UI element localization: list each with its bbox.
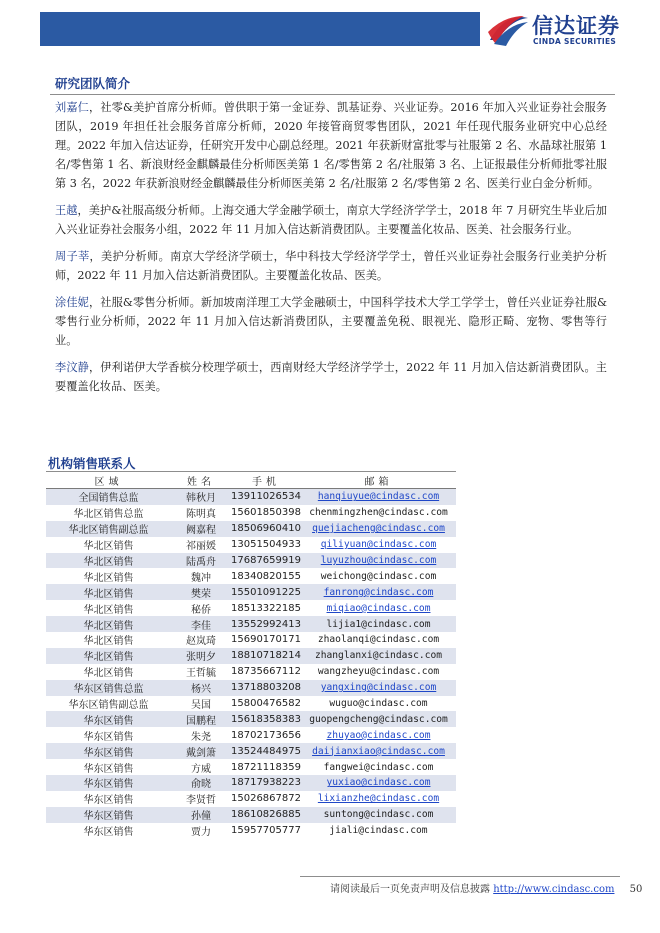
phone-cell: 15618358383 bbox=[231, 711, 301, 727]
phone-cell: 17687659919 bbox=[231, 553, 301, 569]
phone-cell: 18735667112 bbox=[231, 666, 301, 678]
email-cell: fangwei@cindasc.com bbox=[323, 761, 434, 773]
phone-cell: 13051504933 bbox=[231, 539, 301, 551]
email-cell: suntong@cindasc.com bbox=[301, 807, 456, 823]
page-number: 50 bbox=[629, 884, 643, 895]
phone-cell: 18810718214 bbox=[231, 648, 301, 664]
email-cell[interactable]: lixianzhe@cindasc.com bbox=[317, 793, 440, 805]
header-bar bbox=[40, 12, 480, 46]
region-cell: 华东区销售 bbox=[46, 711, 171, 727]
table-row bbox=[46, 632, 456, 648]
page-header bbox=[0, 0, 660, 50]
name-cell: 陆禹舟 bbox=[171, 553, 231, 569]
name-cell: 祁丽媛 bbox=[186, 541, 216, 553]
email-cell[interactable]: yuxiao@cindasc.com bbox=[301, 775, 456, 791]
email-cell: chenmingzhen@cindasc.com bbox=[309, 507, 448, 519]
table-row bbox=[46, 648, 456, 664]
phone-cell: 13552992413 bbox=[231, 616, 301, 632]
cinda-logo-icon bbox=[486, 10, 530, 50]
table-row bbox=[46, 727, 456, 743]
table-row bbox=[46, 775, 456, 791]
bio-3 bbox=[55, 293, 607, 350]
phone-cell: 15026867872 bbox=[231, 793, 301, 805]
phone-cell: 15690170171 bbox=[231, 634, 301, 646]
email-cell: guopengcheng@cindasc.com bbox=[301, 711, 456, 727]
region-cell: 华东区销售 bbox=[83, 763, 134, 775]
table-row bbox=[46, 521, 456, 537]
email-cell: lijia1@cindasc.com bbox=[301, 616, 456, 632]
region-cell: 华北区销售 bbox=[83, 541, 134, 553]
table-row bbox=[46, 743, 456, 759]
name-cell: 阙嘉程 bbox=[171, 521, 231, 537]
name-cell: 贾力 bbox=[191, 827, 211, 839]
name-cell: 魏冲 bbox=[191, 572, 211, 584]
table-row bbox=[46, 600, 456, 616]
email-cell[interactable]: miqiao@cindasc.com bbox=[326, 602, 431, 614]
name-cell: 吴国 bbox=[191, 700, 211, 712]
bio-name: 周子莘 bbox=[55, 250, 90, 263]
table-body bbox=[46, 489, 456, 839]
phone-cell: 13524484975 bbox=[231, 743, 301, 759]
region-cell: 华北区销售 bbox=[83, 604, 134, 616]
sales-title: 机构销售联系人 bbox=[48, 456, 136, 471]
email-cell[interactable]: fanrong@cindasc.com bbox=[301, 584, 456, 600]
footer-notice: 请阅读最后一页免责声明及信息披露 bbox=[330, 884, 490, 895]
table-row bbox=[46, 505, 456, 521]
table-row bbox=[46, 791, 456, 807]
table-row bbox=[46, 759, 456, 775]
name-cell: 杨兴 bbox=[171, 680, 231, 696]
header-name: 姓名 bbox=[171, 472, 231, 489]
region-cell: 华北区销售总监 bbox=[73, 509, 144, 521]
region-cell: 华东区销售 bbox=[83, 795, 134, 807]
table-row bbox=[46, 823, 456, 839]
header-phone: 手机 bbox=[231, 472, 301, 489]
bio-1 bbox=[55, 201, 607, 239]
email-cell: weichong@cindasc.com bbox=[320, 570, 437, 582]
research-team-rule bbox=[50, 94, 615, 95]
phone-cell: 13911026534 bbox=[231, 489, 301, 505]
region-cell: 华东区销售 bbox=[46, 807, 171, 823]
email-cell: wuguo@cindasc.com bbox=[329, 698, 428, 710]
bio-2 bbox=[55, 247, 607, 285]
logo-text-cn: 信达证券 bbox=[532, 14, 620, 38]
email-cell[interactable]: luyuzhou@cindasc.com bbox=[301, 553, 456, 569]
bio-text: ，社服&零售分析师。新加坡南洋理工大学金融硕士，中国科学技术大学工学学士，曾任兴业证券社服&零售行业分析师，2022 年 11 月加入信达新消费团队，主要覆盖免税、眼视光、隐形正畸、宠物、零售等行业。 bbox=[55, 296, 607, 347]
sales-contacts-table bbox=[46, 472, 456, 839]
name-cell: 樊荣 bbox=[171, 584, 231, 600]
email-cell: jiali@cindasc.com bbox=[329, 825, 428, 837]
table-row bbox=[46, 616, 456, 632]
table-row bbox=[46, 807, 456, 823]
table-row bbox=[46, 696, 456, 712]
email-cell[interactable]: daijianxiao@cindasc.com bbox=[301, 743, 456, 759]
table-row bbox=[46, 664, 456, 680]
bio-text: ，伊利诺伊大学香槟分校理学硕士，西南财经大学经济学学士，2022 年 11 月加入信达新消费团队。主要覆盖化妆品、医美。 bbox=[55, 361, 607, 393]
cinda-logo bbox=[486, 10, 646, 50]
table-row bbox=[46, 680, 456, 696]
research-team-title: 研究团队简介 bbox=[55, 76, 131, 91]
region-cell: 华北区销售 bbox=[83, 668, 134, 680]
region-cell: 华北区销售 bbox=[46, 553, 171, 569]
name-cell: 陈明真 bbox=[186, 509, 216, 521]
name-cell: 孙僮 bbox=[171, 807, 231, 823]
name-cell: 秘侨 bbox=[191, 604, 211, 616]
region-cell: 华北区销售副总监 bbox=[46, 521, 171, 537]
name-cell: 俞晓 bbox=[171, 775, 231, 791]
phone-cell: 15501091225 bbox=[231, 584, 301, 600]
email-cell: wangzheyu@cindasc.com bbox=[317, 666, 440, 678]
email-cell[interactable]: hanqiuyue@cindasc.com bbox=[301, 489, 456, 505]
name-cell: 王哲毓 bbox=[186, 668, 216, 680]
phone-cell: 18506960410 bbox=[231, 521, 301, 537]
bio-4 bbox=[55, 358, 607, 396]
phone-cell: 15601850398 bbox=[231, 507, 301, 519]
phone-cell: 18513322185 bbox=[231, 602, 301, 614]
name-cell: 方威 bbox=[191, 763, 211, 775]
email-cell: zhanglanxi@cindasc.com bbox=[301, 648, 456, 664]
phone-cell: 15800476582 bbox=[231, 698, 301, 710]
region-cell: 华北区销售 bbox=[46, 648, 171, 664]
phone-cell: 13718803208 bbox=[231, 680, 301, 696]
phone-cell: 18717938223 bbox=[231, 775, 301, 791]
phone-cell: 15957705777 bbox=[231, 825, 301, 837]
bio-name: 涂佳妮 bbox=[55, 296, 89, 309]
phone-cell: 18610826885 bbox=[231, 807, 301, 823]
footer-rule bbox=[300, 876, 620, 877]
email-cell[interactable]: yangxing@cindasc.com bbox=[301, 680, 456, 696]
region-cell: 华北区销售 bbox=[83, 636, 134, 648]
region-cell: 华东区销售 bbox=[46, 743, 171, 759]
email-cell[interactable]: qiliyuan@cindasc.com bbox=[320, 539, 437, 551]
bio-name: 刘嘉仁 bbox=[55, 101, 89, 114]
region-cell: 华东区销售副总监 bbox=[68, 700, 149, 712]
region-cell: 华北区销售 bbox=[46, 584, 171, 600]
email-cell[interactable]: zhuyao@cindasc.com bbox=[326, 729, 431, 741]
region-cell: 华北区销售 bbox=[46, 616, 171, 632]
name-cell: 赵岚琦 bbox=[186, 636, 216, 648]
research-team-bios bbox=[55, 98, 607, 404]
name-cell: 李贤哲 bbox=[186, 795, 216, 807]
table-row bbox=[46, 711, 456, 727]
region-cell: 华东区销售总监 bbox=[46, 680, 171, 696]
table-row bbox=[46, 537, 456, 553]
phone-cell: 18721118359 bbox=[231, 761, 301, 773]
name-cell: 张明夕 bbox=[171, 648, 231, 664]
email-cell[interactable]: quejiacheng@cindasc.com bbox=[301, 521, 456, 537]
table-header-row bbox=[46, 472, 456, 489]
table-row bbox=[46, 489, 456, 505]
region-cell: 华东区销售 bbox=[83, 731, 134, 743]
bio-name: 李汶静 bbox=[55, 361, 89, 374]
logo-text-en: CINDA SECURITIES bbox=[533, 37, 617, 46]
bio-name: 王越 bbox=[55, 204, 78, 217]
table-row bbox=[46, 553, 456, 569]
region-cell: 华东区销售 bbox=[83, 827, 134, 839]
email-cell: zhaolanqi@cindasc.com bbox=[317, 634, 440, 646]
name-cell: 李佳 bbox=[171, 616, 231, 632]
region-cell: 华北区销售 bbox=[83, 572, 134, 584]
bio-text: ，美护&社服高级分析师。上海交通大学金融学硕士，南京大学经济学学士，2018 年 7 月研究生毕业后加入兴业证券社会服务小组，2022 年 11 月加入信达新消费团队。主要覆盖化妆品、医美、社会服务行业。 bbox=[55, 204, 607, 236]
bio-text: ，社零&美护首席分析师。曾供职于第一金证券、凯基证券、兴业证券。2016 年加入兴业证券社会服务团队，2019 年担任社会服务首席分析师，2020 年接管商贸零售团队，2021 年任现代服务业研究中心总经理。2022 年加入信达证券，任研究开发中心副总经理。2021 年获新财富批零与社服第 2 名、水晶球社服第 1 名/零售第 1 名、新浪财经金麒麟最佳分析师医美第 1 名/零售第 2 名/社服第 3 名、上证报最佳分析师批零社服第 3 名，2022 年获新浪财经金麒麟最佳分析师医美第 2 名/社服第 2 名/零售第 2 名、医美行业白金分析师。 bbox=[55, 101, 607, 190]
phone-cell: 18702173656 bbox=[231, 729, 301, 741]
footer-url[interactable]: http://www.cindasc.com bbox=[493, 884, 615, 895]
name-cell: 韩秋月 bbox=[171, 489, 231, 505]
table-row bbox=[46, 568, 456, 584]
header-region: 区域 bbox=[46, 472, 171, 489]
table-row bbox=[46, 584, 456, 600]
header-email: 邮箱 bbox=[301, 472, 456, 489]
region-cell: 华东区销售 bbox=[46, 775, 171, 791]
phone-cell: 18340820155 bbox=[231, 570, 301, 582]
region-cell: 全国销售总监 bbox=[46, 489, 171, 505]
bio-text: ，美护分析师。南京大学经济学硕士，华中科技大学经济学学士，曾任兴业证券社会服务行业美护分析师，2022 年 11 月加入信达新消费团队。主要覆盖化妆品、医美。 bbox=[55, 250, 607, 282]
page-footer bbox=[330, 880, 642, 895]
name-cell: 戴剑箫 bbox=[171, 743, 231, 759]
name-cell: 朱尧 bbox=[191, 731, 211, 743]
bio-0 bbox=[55, 98, 607, 193]
name-cell: 国鹏程 bbox=[171, 711, 231, 727]
